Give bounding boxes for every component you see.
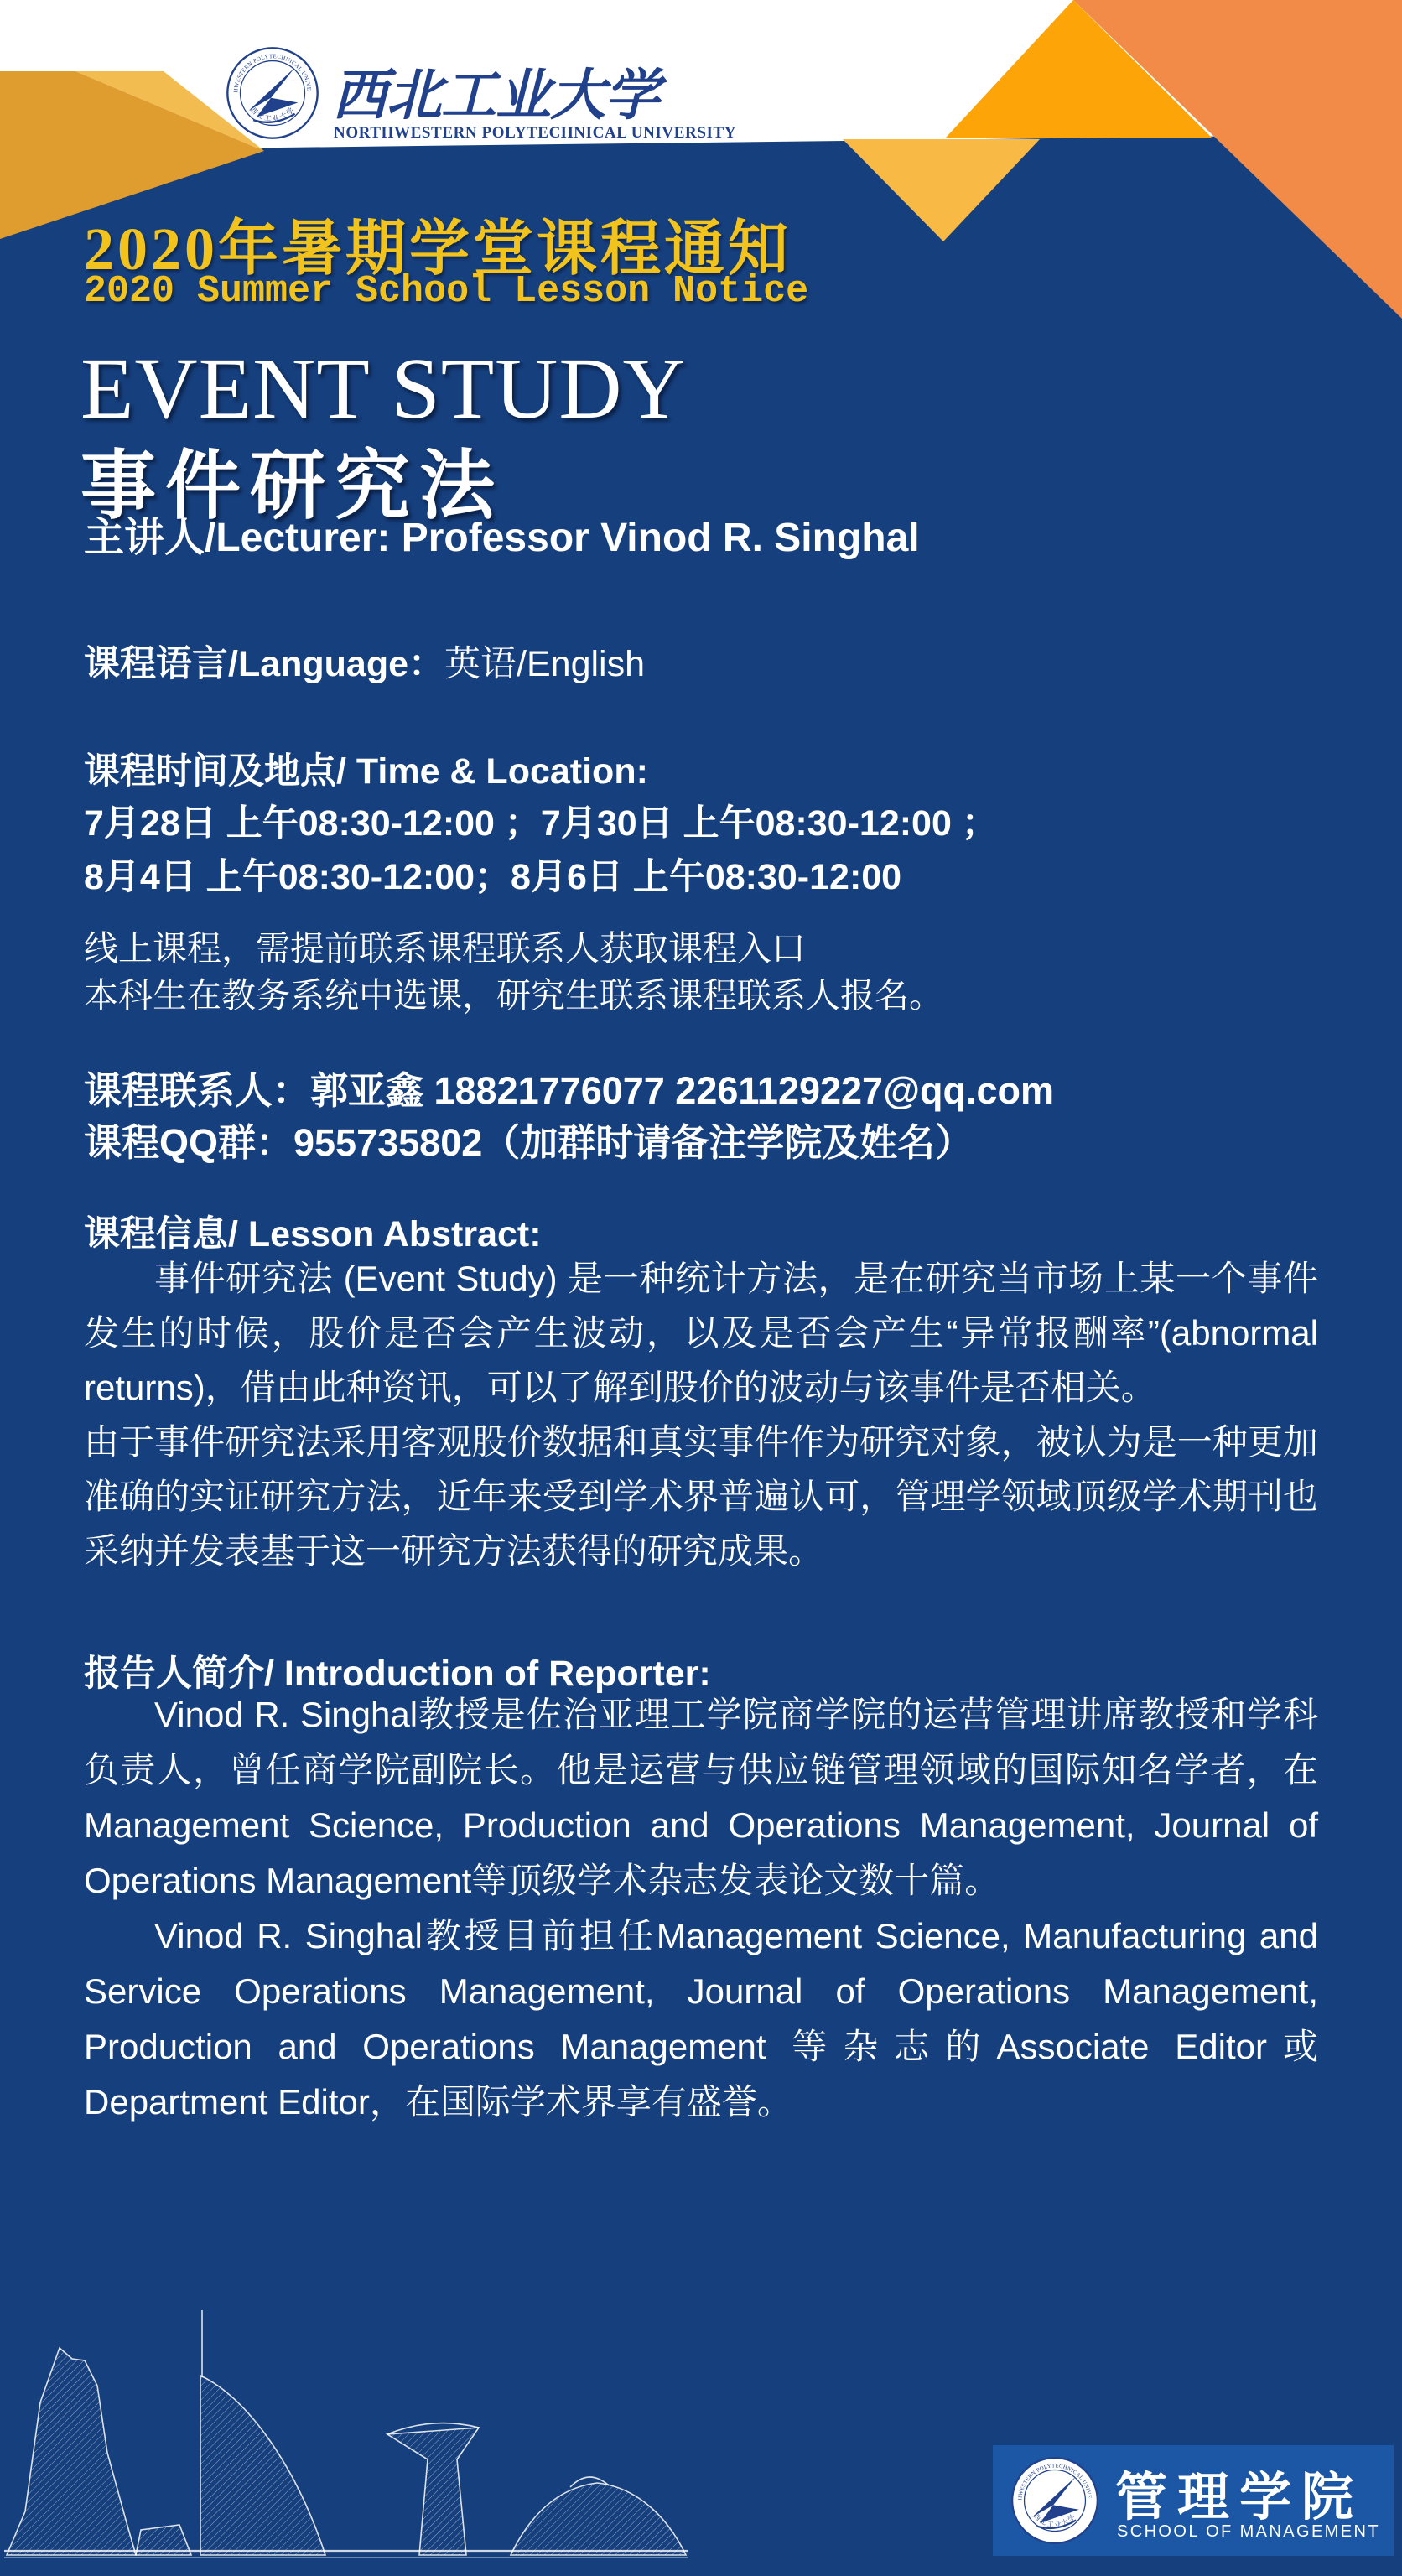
lecturer-line: 主讲人/Lecturer: Professor Vinod R. Singhal: [84, 516, 920, 560]
city-skyline-sketch: [0, 2302, 704, 2570]
abstract-body: [84, 1251, 1318, 1578]
right-small-orange-triangle: [843, 139, 1040, 242]
course-title-cn: 事件研究法: [80, 445, 504, 528]
skyline-left-tower: [7, 2348, 136, 2555]
reporter-paragraph-2: Vinod R. Singhal教授目前担任Management Science, Manufacturing and Service Operations Management, Journal of Operations Management, Production and Operations Management 等杂志的Associate Editor或Department Editor，在国际学术界享有盛誉。: [84, 1916, 1318, 2122]
time-location-header: 课程时间及地点/ Time & Location:: [84, 751, 648, 792]
skyline-dome-hill: [511, 2483, 686, 2555]
notice-title-en: 2020 Summer School Lesson Notice: [84, 270, 809, 313]
language-line: [84, 636, 645, 687]
schedule-line-2: 8月4日 上午08:30-12:00；8月6日 上午08:30-12:00: [84, 857, 902, 897]
right-salmon-triangle: [1073, 0, 1402, 319]
school-logo-box: [993, 2445, 1394, 2556]
abstract-paragraph-2: 由于事件研究法采用客观股价数据和真实事件作为研究对象，被认为是一种更加准确的实证研究方法，近年来受到学术界普遍认可，管理学领域顶级学术期刊也采纳并发表基于这一研究方法获得的研究成果。: [84, 1422, 1318, 1571]
reporter-header: 报告人简介/ Introduction of Reporter:: [84, 1654, 711, 1694]
abstract-paragraph-1: 事件研究法 (Event Study) 是一种统计方法，是在研究当市场上某一个事件发生的时候，股价是否会产生波动，以及是否会产生“异常报酬率”(abnormal returns)，借由此种资讯，可以了解到股价的波动与该事件是否相关。: [84, 1259, 1318, 1407]
enrollment-note-2: 本科生在教务系统中选课，研究生联系课程联系人报名。: [84, 976, 943, 1015]
school-name-en: SCHOOL OF MANAGEMENT: [1117, 2522, 1380, 2541]
reporter-paragraph-1: Vinod R. Singhal教授是佐治亚理工学院商学院的运营管理讲席教授和学科负责人，曾任商学院副院长。他是运营与供应链管理领域的国际知名学者，在Management Science, Production and Operations Management, Journal of Operations Management等顶级学术杂志发表论文数十篇。: [84, 1695, 1318, 1900]
qq-group-line: 课程QQ群：955735802（加群时请备注学院及姓名）: [84, 1121, 974, 1164]
reporter-body: [84, 1687, 1318, 2130]
abstract-header: 课程信息/ Lesson Abstract:: [84, 1214, 542, 1254]
university-name-cn: 西北工业大学: [332, 65, 659, 127]
school-name-cn: 管理学院: [1115, 2470, 1364, 2527]
contact-line: 课程联系人：郭亚鑫 18821776077 2261129227@qq.com: [84, 1069, 1054, 1112]
skyline-goblet-tower: [387, 2428, 479, 2555]
skyline-sail-tower: [200, 2376, 325, 2555]
language-label: 课程语言/Language：: [84, 644, 445, 684]
university-logo: [225, 44, 737, 153]
language-value: 英语/English: [444, 644, 646, 684]
schedule-line-1: 7月28日 上午08:30-12:00 ；7月30日 上午08:30-12:00 ；: [84, 803, 998, 844]
university-name-en: NORTHWESTERN POLYTECHNICAL UNIVERSITY: [334, 124, 737, 142]
course-title-en: EVENT STUDY: [80, 340, 687, 437]
school-emblem-icon: [1010, 2455, 1100, 2546]
notice-title-cn: 2020年暑期学堂课程通知: [84, 216, 792, 283]
enrollment-note-1: 线上课程，需提前联系课程联系人获取课程入口: [84, 929, 806, 968]
university-emblem-icon: [225, 45, 320, 141]
